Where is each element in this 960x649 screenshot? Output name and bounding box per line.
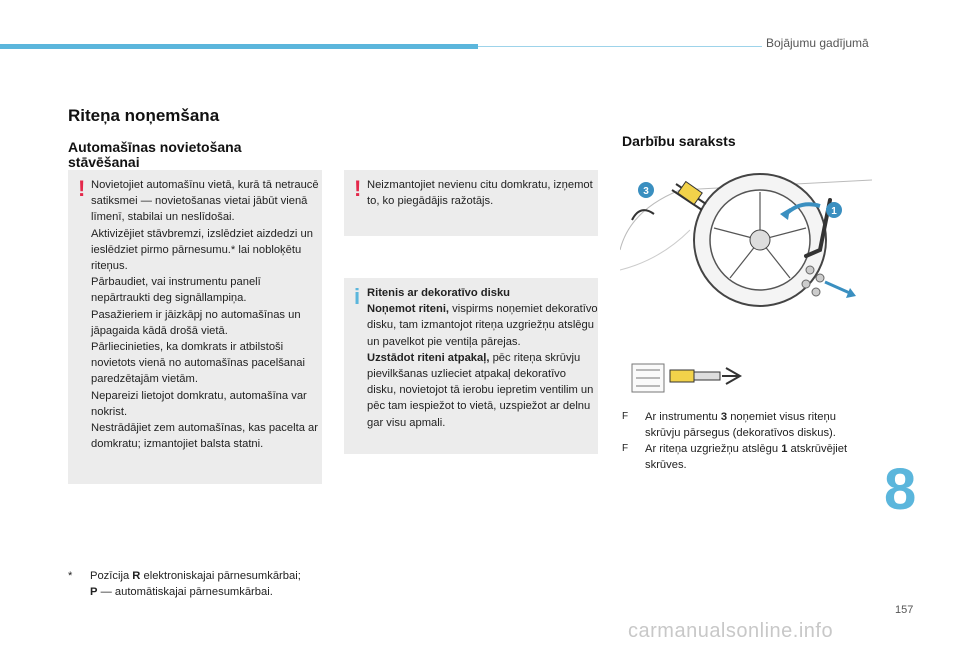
info-box-hubcap — [344, 278, 598, 454]
header-rule — [478, 46, 762, 47]
info-refit-label: Uzstādot riteni atpakaļ, — [367, 351, 490, 364]
hubcap-tool-illustration — [630, 360, 750, 396]
footnote-star: * — [68, 570, 73, 582]
info-removing-text: vispirms noņemiet dekoratīvo disku, tam izmantojot riteņa uzgriežņu atslēgu un pavelkot pie ventiļa pārejas. — [367, 303, 598, 348]
callout-3: 3 — [643, 186, 649, 197]
step-1: F Ar instrumentu 3 noņemiet visus riteņu skrūvju pārsegus (dekoratīvos diskus). — [622, 411, 836, 439]
section-title: Bojājumu gadījumā — [766, 36, 869, 50]
info-text-hubcap — [367, 278, 598, 431]
step-2: F Ar riteņa uzgriežņu atslēgu 1 atskrūvējiet skrūves. — [622, 443, 848, 471]
warning-text-parking: Novietojiet automašīnu vietā, kurā tā netraucē satiksmei — novietošanas vietai jābūt vienā līmenī, stabilai un neslīdošai. Aktivizējiet stāvbremzi, izslēdziet aizdedzi un ieslēdziet pirmo pārnesumu.* lai nobloķētu riteņus. Pārbaudiet, vai instrumentu panelī nepārtraukti deg signāllampiņa. Pasažieriem ir jāizkāpj no automašīnas un jāpagaida kādā drošā vietā. Pārliecinieties, ka domkrats ir atbilstoši novietots vienā no automašīnas pacelšanai paredzētajām vietām. Nepareizi lietojot domkratu, automašīna var nokrist. Nestrādājiet zem automašīnas, kas pacelta ar domkratu; izmantojiet balsta statni. — [91, 179, 319, 451]
info-refit-text: pēc riteņa skrūvju pievilkšanas uzlieciet atpakaļ dekoratīvo disku, novietojot tā ierobu iepretim ventilim un pēc tam iespiežot to vietā, uzspiežot ar delnu gar visu apmali. — [367, 351, 594, 429]
step-arrow-icon: F — [622, 411, 629, 422]
footnote — [68, 568, 330, 600]
warning-text-jack: Neizmantojiet nevienu citu domkratu, izņemot to, ko piegādājis ražotājs. — [367, 179, 593, 208]
warning-box-parking — [68, 170, 322, 484]
watermark: carmanualsonline.info — [628, 620, 834, 642]
page-title: Riteņa noņemšana — [68, 106, 220, 125]
header-accent-bar — [0, 44, 478, 49]
warning-box-jack — [344, 170, 598, 236]
subtitle-parking: Automašīnas novietošana stāvēšanai — [68, 139, 242, 170]
subtitle-steps: Darbību saraksts — [622, 133, 736, 149]
footnote-text: Pozīcija R elektroniskajai pārnesumkārbai; P — automātiskajai pārnesumkārbai. — [90, 570, 301, 598]
info-icon: i — [354, 284, 361, 309]
steps-list — [622, 409, 872, 473]
warning-icon: ! — [78, 176, 86, 201]
callout-1: 1 — [831, 206, 837, 217]
chapter-number: 8 — [884, 457, 917, 522]
info-title: Ritenis ar dekoratīvo disku — [367, 287, 510, 299]
warning-icon: ! — [354, 176, 362, 201]
wheel-removal-illustration — [620, 170, 872, 310]
step-arrow-icon: F — [622, 443, 629, 454]
info-removing-label: Noņemot riteni, — [367, 303, 450, 316]
page-number: 157 — [895, 604, 914, 616]
